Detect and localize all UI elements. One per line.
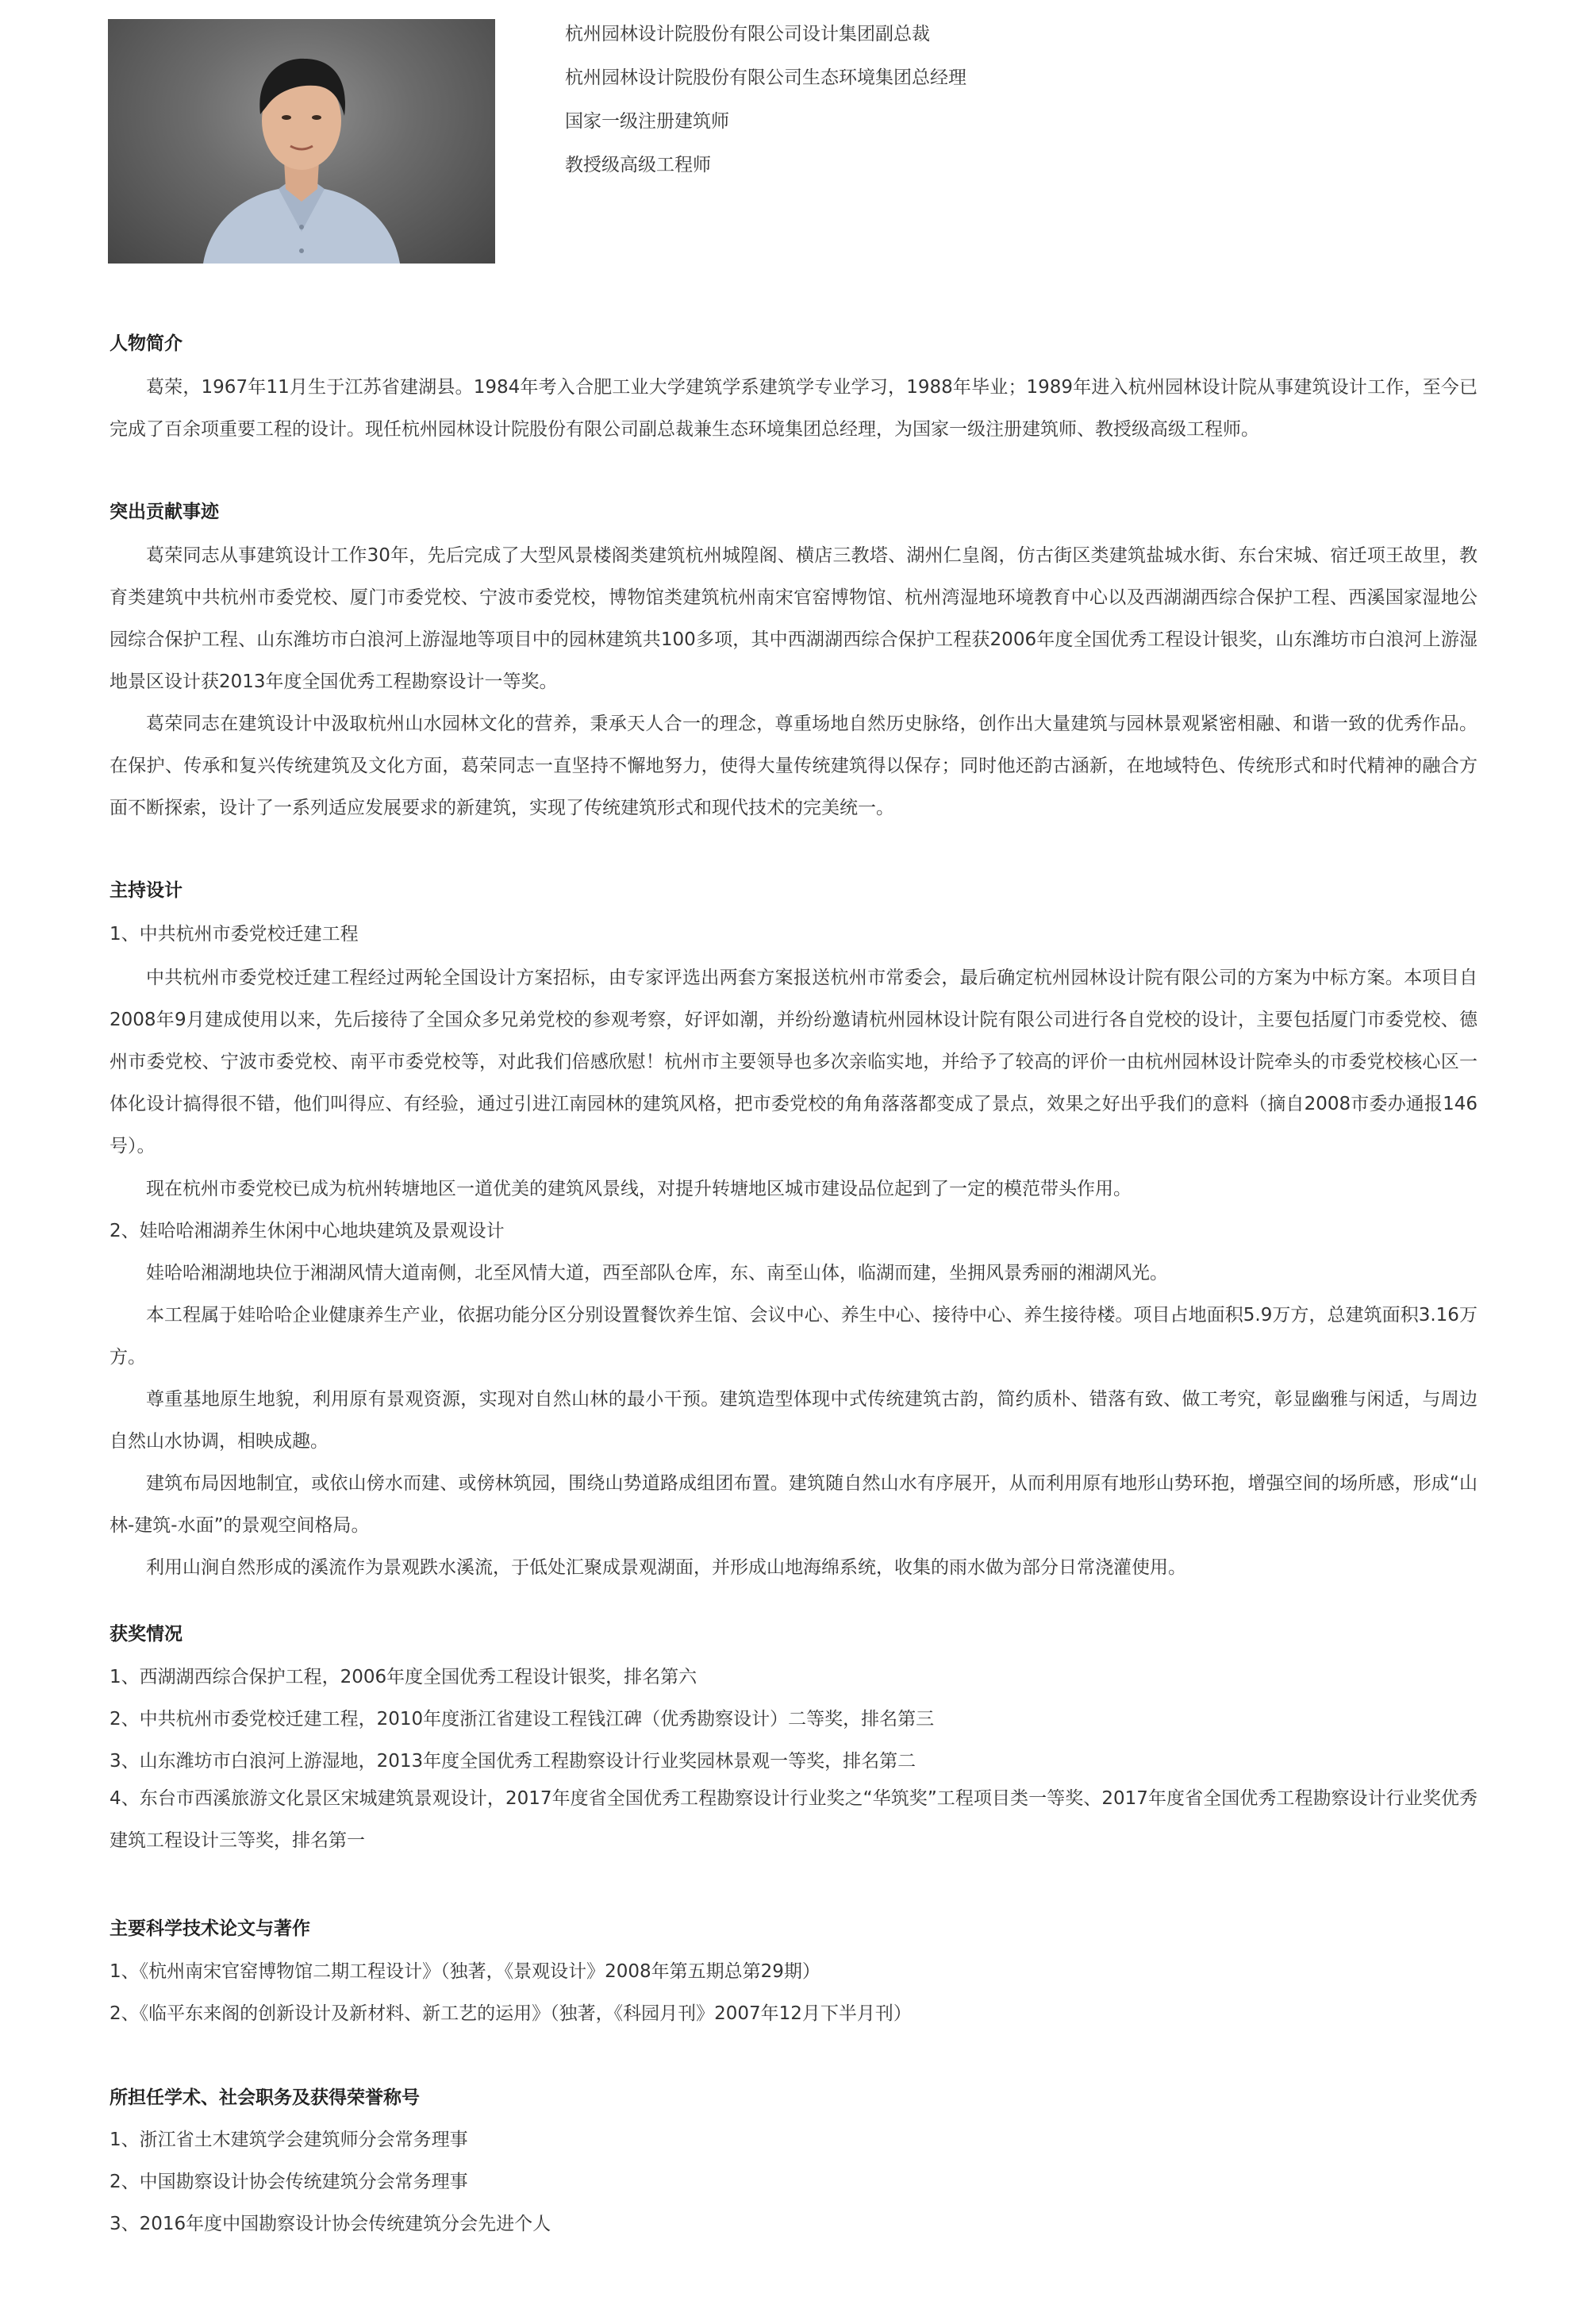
project-paragraph: 娃哈哈湘湖地块位于湘湖风情大道南侧，北至风情大道，西至部队仓库，东、南至山体，临湖而建，坐拥风景秀丽的湘湖风光。 xyxy=(146,1263,1168,1283)
position-item: 2、中国勘察设计协会传统建筑分会常务理事 xyxy=(110,2172,468,2192)
award-item: 3、山东潍坊市白浪河上游湿地，2013年度全国优秀工程勘察设计行业奖园林景观一等奖，排名第二 xyxy=(110,1751,916,1772)
project-heading: 1、中共杭州市委党校迁建工程 xyxy=(110,924,359,945)
job-title: 杭州园林设计院股份有限公司生态环境集团总经理 xyxy=(565,67,966,88)
contributions-section-title: 突出贡献事迹 xyxy=(110,502,219,522)
design-section-title: 主持设计 xyxy=(110,880,183,901)
award-item: 1、西湖湖西综合保护工程，2006年度全国优秀工程设计银奖，排名第六 xyxy=(110,1667,697,1687)
bio-section-title: 人物简介 xyxy=(110,333,183,354)
portrait-photo xyxy=(108,19,495,264)
job-title: 教授级高级工程师 xyxy=(565,155,711,175)
project-paragraph: 尊重基地原生地貌，利用原有景观资源，实现对自然山林的最小干预。建筑造型体现中式传统建筑古韵，简约质朴、错落有致、做工考究，彰显幽雅与闲适，与周边自然山水协调，相映成趣。 xyxy=(110,1389,1477,1452)
position-item: 3、2016年度中国勘察设计协会传统建筑分会先进个人 xyxy=(110,2214,551,2234)
project-heading: 2、娃哈哈湘湖养生休闲中心地块建筑及景观设计 xyxy=(110,1221,505,1241)
project-paragraph: 中共杭州市委党校迁建工程经过两轮全国设计方案招标，由专家评选出两套方案报送杭州市常委会，最后确定杭州园林设计院有限公司的方案为中标方案。本项目自2008年9月建成使用以来，先后接待了全国众多兄弟党校的参观考察，好评如潮，并纷纷邀请杭州园林设计院有限公司进行各自党校的设计，主要包括厦门市委党校、德州市委党校、宁波市委党校、南平市委党校等，对此我们倍感欣慰！杭州市主要领导也多次亲临实地，并给予了较高的评价一由杭州园林设计院牵头的市委党校核心区一体化设计搞得很不错，他们叫得应、有经验，通过引进江南园林的建筑风格，把市委党校的角角落落都变成了景点，效果之好出乎我们的意料（摘自2008市委办通报146号）。 xyxy=(110,968,1477,1156)
paper-item: 2、《临平东来阁的创新设计及新材料、新工艺的运用》（独著，《科园月刊》2007年12月下半月刊） xyxy=(110,2003,912,2024)
job-titles xyxy=(565,13,966,187)
project-paragraph: 利用山涧自然形成的溪流作为景观跌水溪流，于低处汇聚成景观湖面，并形成山地海绵系统，收集的雨水做为部分日常浇灌使用。 xyxy=(146,1557,1186,1578)
project-paragraph: 现在杭州市委党校已成为杭州转塘地区一道优美的建筑风景线，对提升转塘地区城市建设品位起到了一定的模范带头作用。 xyxy=(146,1179,1132,1199)
awards-section-title: 获奖情况 xyxy=(110,1624,183,1645)
award-item: 4、东台市西溪旅游文化景区宋城建筑景观设计，2017年度省全国优秀工程勘察设计行业奖之“华筑奖”工程项目类一等奖、2017年度省全国优秀工程勘察设计行业奖优秀建筑工程设计三等奖，排名第一 xyxy=(110,1788,1477,1851)
contributions-paragraph: 葛荣同志从事建筑设计工作30年，先后完成了大型风景楼阁类建筑杭州城隍阁、横店三教塔、湖州仁皇阁，仿古街区类建筑盐城水街、东台宋城、宿迁项王故里，教育类建筑中共杭州市委党校、厦门市委党校、宁波市委党校，博物馆类建筑杭州南宋官窑博物馆、杭州湾湿地环境教育中心以及西湖湖西综合保护工程、西溪国家湿地公园综合保护工程、山东潍坊市白浪河上游湿地等项目中的园林建筑共100多项，其中西湖湖西综合保护工程获2006年度全国优秀工程设计银奖，山东潍坊市白浪河上游湿地景区设计获2013年度全国优秀工程勘察设计一等奖。 xyxy=(110,545,1477,692)
award-item: 2、中共杭州市委党校迁建工程，2010年度浙江省建设工程钱江碑（优秀勘察设计）二等奖，排名第三 xyxy=(110,1709,935,1730)
papers-section-title: 主要科学技术论文与著作 xyxy=(110,1918,310,1939)
job-title: 杭州园林设计院股份有限公司设计集团副总裁 xyxy=(565,24,930,44)
contributions-paragraph: 葛荣同志在建筑设计中汲取杭州山水园林文化的营养，秉承天人合一的理念，尊重场地自然历史脉络，创作出大量建筑与园林景观紧密相融、和谐一致的优秀作品。在保护、传承和复兴传统建筑及文化方面，葛荣同志一直坚持不懈地努力，使得大量传统建筑得以保存；同时他还韵古涵新，在地域特色、传统形式和时代精神的融合方面不断探索，设计了一系列适应发展要求的新建筑，实现了传统建筑形式和现代技术的完美统一。 xyxy=(110,714,1477,818)
job-title: 国家一级注册建筑师 xyxy=(565,111,729,132)
project-paragraph: 本工程属于娃哈哈企业健康养生产业，依据功能分区分别设置餐饮养生馆、会议中心、养生中心、接待中心、养生接待楼。项目占地面积5.9万方，总建筑面积3.16万方。 xyxy=(110,1305,1477,1368)
bio-paragraph: 葛荣，1967年11月生于江苏省建湖县。1984年考入合肥工业大学建筑学系建筑学专业学习，1988年毕业；1989年进入杭州园林设计院从事建筑设计工作，至今已完成了百余项重要工程的设计。现任杭州园林设计院股份有限公司副总裁兼生态环境集团总经理，为国家一级注册建筑师、教授级高级工程师。 xyxy=(110,377,1477,440)
project-paragraph: 建筑布局因地制宜，或依山傍水而建、或傍林筑园，围绕山势道路成组团布置。建筑随自然山水有序展开，从而利用原有地形山势环抱，增强空间的场所感，形成“山林-建筑-水面”的景观空间格局。 xyxy=(110,1473,1477,1536)
portrait-illustration xyxy=(108,19,495,264)
position-item: 1、浙江省土木建筑学会建筑师分会常务理事 xyxy=(110,2130,468,2150)
positions-section-title: 所担任学术、社会职务及获得荣誉称号 xyxy=(110,2087,420,2108)
paper-item: 1、《杭州南宋官窑博物馆二期工程设计》（独著，《景观设计》2008年第五期总第29期） xyxy=(110,1961,820,1982)
